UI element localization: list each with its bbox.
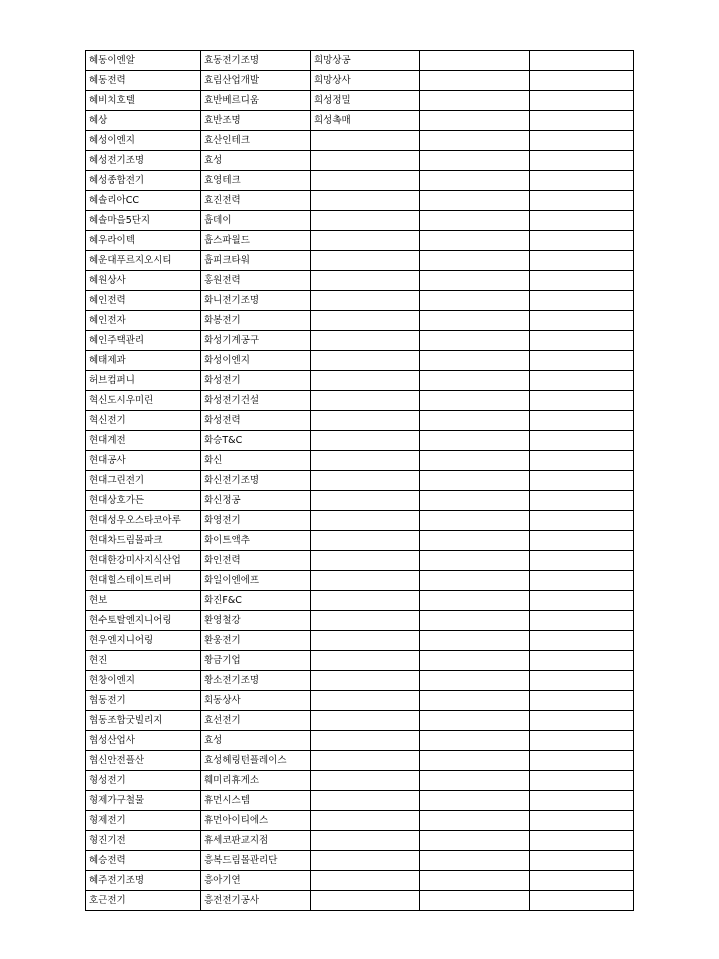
table-cell[interactable]: [530, 431, 634, 451]
table-cell[interactable]: [530, 331, 634, 351]
table-cell[interactable]: [420, 71, 530, 91]
table-cell[interactable]: [311, 231, 420, 251]
table-cell[interactable]: [311, 571, 420, 591]
table-cell[interactable]: 현대계전: [86, 431, 201, 451]
table-cell[interactable]: [530, 71, 634, 91]
table-cell[interactable]: 혜인전력: [86, 291, 201, 311]
table-cell[interactable]: [311, 551, 420, 571]
table-cell[interactable]: 현수토탈엔지니어링: [86, 611, 201, 631]
table-cell[interactable]: 현대그린전기: [86, 471, 201, 491]
table-cell[interactable]: [420, 831, 530, 851]
table-cell[interactable]: [530, 891, 634, 911]
table-cell[interactable]: [311, 591, 420, 611]
table-cell[interactable]: [311, 131, 420, 151]
table-cell[interactable]: 화성기계공구: [201, 331, 311, 351]
table-cell[interactable]: [311, 791, 420, 811]
table-cell[interactable]: [420, 711, 530, 731]
table-row: [86, 191, 634, 211]
table-cell[interactable]: [420, 851, 530, 871]
table-row: [86, 171, 634, 191]
table-row: [86, 511, 634, 531]
table-cell[interactable]: [311, 891, 420, 911]
table-row: [86, 211, 634, 231]
table-row: [86, 151, 634, 171]
table-cell[interactable]: [420, 331, 530, 351]
table-row: [86, 491, 634, 511]
table-cell[interactable]: [420, 451, 530, 471]
table-cell[interactable]: 희성정밀: [311, 91, 420, 111]
table-cell[interactable]: 현우엔지니어링: [86, 631, 201, 651]
table-cell[interactable]: 형진기전: [86, 831, 201, 851]
table-cell[interactable]: 효성: [201, 731, 311, 751]
table-cell[interactable]: 형제가구철물: [86, 791, 201, 811]
table-cell[interactable]: 훕피크타워: [201, 251, 311, 271]
table-cell[interactable]: [530, 791, 634, 811]
table-cell[interactable]: [530, 391, 634, 411]
table-cell[interactable]: [420, 691, 530, 711]
table-cell[interactable]: 휴먼시스템: [201, 791, 311, 811]
table-cell[interactable]: [530, 111, 634, 131]
table-cell[interactable]: 화신: [201, 451, 311, 471]
table-cell[interactable]: 현대한강미사지식산업: [86, 551, 201, 571]
table-cell[interactable]: 혜동이엔알: [86, 51, 201, 71]
table-cell[interactable]: 혜성전기조명: [86, 151, 201, 171]
table-cell[interactable]: [311, 451, 420, 471]
table-cell[interactable]: [311, 511, 420, 531]
table-row: [86, 331, 634, 351]
table-cell[interactable]: [530, 851, 634, 871]
table-cell[interactable]: [311, 631, 420, 651]
table-row: [86, 111, 634, 131]
table-row: [86, 711, 634, 731]
table-row: [86, 811, 634, 831]
table-cell[interactable]: [530, 871, 634, 891]
table-cell[interactable]: [420, 591, 530, 611]
table-cell[interactable]: [530, 731, 634, 751]
table-row: [86, 751, 634, 771]
table-cell[interactable]: [530, 651, 634, 671]
table-row: [86, 591, 634, 611]
table-row: [86, 411, 634, 431]
table-cell[interactable]: 호근전기: [86, 891, 201, 911]
table-cell[interactable]: [530, 771, 634, 791]
table-cell[interactable]: [311, 271, 420, 291]
table-row: [86, 91, 634, 111]
table-cell[interactable]: [530, 351, 634, 371]
table-cell[interactable]: [420, 571, 530, 591]
table-row: [86, 731, 634, 751]
table-cell[interactable]: [530, 411, 634, 431]
table-cell[interactable]: 화신전기조명: [201, 471, 311, 491]
table-row: [86, 531, 634, 551]
table-cell[interactable]: [311, 831, 420, 851]
table-row: [86, 831, 634, 851]
table-cell[interactable]: 화성전기건설: [201, 391, 311, 411]
table-cell[interactable]: [311, 691, 420, 711]
table-cell[interactable]: [311, 411, 420, 431]
table-cell[interactable]: [420, 231, 530, 251]
table-cell[interactable]: [530, 151, 634, 171]
table-cell[interactable]: 혜인주택관리: [86, 331, 201, 351]
table-cell[interactable]: 흥전전기공사: [201, 891, 311, 911]
table-cell[interactable]: [420, 111, 530, 131]
table-cell[interactable]: [530, 591, 634, 611]
table-cell[interactable]: [420, 751, 530, 771]
table-cell[interactable]: 혜솔리아CC: [86, 191, 201, 211]
table-row: [86, 51, 634, 71]
table-cell[interactable]: 혜원상사: [86, 271, 201, 291]
table-cell[interactable]: 현창이엔지: [86, 671, 201, 691]
table-cell[interactable]: [530, 491, 634, 511]
table-row: [86, 611, 634, 631]
table-cell[interactable]: [311, 391, 420, 411]
table-cell[interactable]: 혜솔마을5단지: [86, 211, 201, 231]
table-cell[interactable]: [530, 311, 634, 331]
table-cell[interactable]: [311, 191, 420, 211]
table-cell[interactable]: 화신정공: [201, 491, 311, 511]
table-cell[interactable]: 홍원전력: [201, 271, 311, 291]
table-cell[interactable]: 현대공사: [86, 451, 201, 471]
table-cell[interactable]: [530, 251, 634, 271]
table-cell[interactable]: [530, 571, 634, 591]
table-cell[interactable]: [311, 251, 420, 271]
table-cell[interactable]: 화인전력: [201, 551, 311, 571]
table-cell[interactable]: [311, 171, 420, 191]
table-cell[interactable]: 협동전기: [86, 691, 201, 711]
table-row: [86, 551, 634, 571]
table-cell[interactable]: [311, 351, 420, 371]
table-cell[interactable]: 황소전기조명: [201, 671, 311, 691]
table-row: [86, 311, 634, 331]
table-cell[interactable]: 혜승전력: [86, 851, 201, 871]
table-cell[interactable]: 효영테크: [201, 171, 311, 191]
table-cell[interactable]: [420, 131, 530, 151]
table-cell[interactable]: 협신안전플산: [86, 751, 201, 771]
table-cell[interactable]: 휴먼아이티에스: [201, 811, 311, 831]
table-cell[interactable]: 효선전기: [201, 711, 311, 731]
table-row: [86, 351, 634, 371]
table-cell[interactable]: [420, 871, 530, 891]
table-cell[interactable]: [311, 531, 420, 551]
table-cell[interactable]: [420, 91, 530, 111]
table-cell[interactable]: [420, 531, 530, 551]
table-row: [86, 571, 634, 591]
table-cell[interactable]: [420, 311, 530, 331]
table-cell[interactable]: [420, 471, 530, 491]
table-cell[interactable]: 희성촉매: [311, 111, 420, 131]
table-cell[interactable]: 희망상사: [311, 71, 420, 91]
table-cell[interactable]: [420, 631, 530, 651]
table-cell[interactable]: 혜우라이텍: [86, 231, 201, 251]
table-cell[interactable]: 효진전력: [201, 191, 311, 211]
table-cell[interactable]: 형성전기: [86, 771, 201, 791]
table-cell[interactable]: [311, 771, 420, 791]
table-cell[interactable]: [530, 51, 634, 71]
spreadsheet-table: [85, 50, 634, 911]
table-cell[interactable]: 현대차드림몰파크: [86, 531, 201, 551]
table-cell[interactable]: [420, 211, 530, 231]
table-cell[interactable]: [311, 311, 420, 331]
table-cell[interactable]: 혜성종합전기: [86, 171, 201, 191]
table-cell[interactable]: 현대상호가든: [86, 491, 201, 511]
table-cell[interactable]: 협동조합굿빌리지: [86, 711, 201, 731]
table-cell[interactable]: [311, 331, 420, 351]
table-cell[interactable]: [311, 371, 420, 391]
table-cell[interactable]: [530, 831, 634, 851]
table-cell[interactable]: 혜태제과: [86, 351, 201, 371]
table-cell[interactable]: [311, 871, 420, 891]
table-row: [86, 231, 634, 251]
table-cell[interactable]: 흥복드림몰관리단: [201, 851, 311, 871]
table-cell[interactable]: [530, 451, 634, 471]
table-row: [86, 451, 634, 471]
table-row: [86, 871, 634, 891]
table-cell[interactable]: [530, 91, 634, 111]
table-cell[interactable]: 현대성우오스타코아루: [86, 511, 201, 531]
table-cell[interactable]: [311, 291, 420, 311]
table-cell[interactable]: 훕데이: [201, 211, 311, 231]
table-row: [86, 271, 634, 291]
spreadsheet-body: [86, 51, 634, 911]
table-cell[interactable]: [530, 291, 634, 311]
table-cell[interactable]: [530, 271, 634, 291]
table-cell[interactable]: [530, 531, 634, 551]
table-cell[interactable]: 효산인테크: [201, 131, 311, 151]
table-row: [86, 891, 634, 911]
table-row: [86, 431, 634, 451]
table-cell[interactable]: 화진F&C: [201, 591, 311, 611]
table-cell[interactable]: 환영철강: [201, 611, 311, 631]
table-cell[interactable]: [420, 731, 530, 751]
table-cell[interactable]: 현보: [86, 591, 201, 611]
table-cell[interactable]: 혜상: [86, 111, 201, 131]
table-cell[interactable]: [420, 51, 530, 71]
table-cell[interactable]: 효성: [201, 151, 311, 171]
table-cell[interactable]: [420, 351, 530, 371]
table-cell[interactable]: [530, 691, 634, 711]
table-cell[interactable]: 환웅전기: [201, 631, 311, 651]
table-cell[interactable]: [530, 551, 634, 571]
table-row: [86, 791, 634, 811]
table-cell[interactable]: 회동상사: [201, 691, 311, 711]
table-cell[interactable]: [420, 551, 530, 571]
table-cell[interactable]: [420, 251, 530, 271]
table-cell[interactable]: [530, 171, 634, 191]
table-cell[interactable]: 화성전력: [201, 411, 311, 431]
table-cell[interactable]: [530, 371, 634, 391]
table-cell[interactable]: [420, 791, 530, 811]
table-row: [86, 651, 634, 671]
table-cell[interactable]: [420, 411, 530, 431]
table-cell[interactable]: 훕스파월드: [201, 231, 311, 251]
table-cell[interactable]: [311, 751, 420, 771]
table-cell[interactable]: 흥아기연: [201, 871, 311, 891]
table-cell[interactable]: [420, 671, 530, 691]
table-cell[interactable]: [311, 651, 420, 671]
table-cell[interactable]: [420, 171, 530, 191]
table-row: [86, 771, 634, 791]
table-cell[interactable]: [530, 471, 634, 491]
table-cell[interactable]: 효동전기조명: [201, 51, 311, 71]
table-cell[interactable]: 희망상공: [311, 51, 420, 71]
table-cell[interactable]: [420, 291, 530, 311]
table-cell[interactable]: 효반베르디움: [201, 91, 311, 111]
table-cell[interactable]: [311, 671, 420, 691]
table-cell[interactable]: [311, 211, 420, 231]
table-row: [86, 291, 634, 311]
table-cell[interactable]: 혜주전기조명: [86, 871, 201, 891]
table-cell[interactable]: 협성산업사: [86, 731, 201, 751]
table-cell[interactable]: [311, 431, 420, 451]
table-row: [86, 371, 634, 391]
table-cell[interactable]: 혜운대푸르지오시티: [86, 251, 201, 271]
table-cell[interactable]: [311, 851, 420, 871]
table-cell[interactable]: [311, 471, 420, 491]
table-cell[interactable]: 화성전기: [201, 371, 311, 391]
table-cell[interactable]: [420, 151, 530, 171]
table-cell[interactable]: [311, 151, 420, 171]
table-row: [86, 631, 634, 651]
table-cell[interactable]: [420, 651, 530, 671]
table-cell[interactable]: 훼미리휴게소: [201, 771, 311, 791]
table-row: [86, 251, 634, 271]
table-cell[interactable]: 황금기업: [201, 651, 311, 671]
table-cell[interactable]: 현진: [86, 651, 201, 671]
table-cell[interactable]: [420, 611, 530, 631]
table-cell[interactable]: [530, 711, 634, 731]
table-cell[interactable]: [420, 771, 530, 791]
table-cell[interactable]: 화일이엔에프: [201, 571, 311, 591]
table-cell[interactable]: [530, 191, 634, 211]
table-cell[interactable]: [420, 811, 530, 831]
table-cell[interactable]: [420, 271, 530, 291]
table-cell[interactable]: [530, 751, 634, 771]
table-cell[interactable]: 혜인전자: [86, 311, 201, 331]
table-row: [86, 691, 634, 711]
table-cell[interactable]: [530, 631, 634, 651]
table-cell[interactable]: [311, 491, 420, 511]
table-cell[interactable]: 현대힐스테이트리버: [86, 571, 201, 591]
table-cell[interactable]: [311, 811, 420, 831]
table-row: [86, 471, 634, 491]
table-cell[interactable]: [530, 511, 634, 531]
table-cell[interactable]: 혜성이엔지: [86, 131, 201, 151]
table-cell[interactable]: 화이트액추: [201, 531, 311, 551]
table-cell[interactable]: [420, 431, 530, 451]
table-cell[interactable]: 혁신도시우미린: [86, 391, 201, 411]
table-cell[interactable]: [420, 391, 530, 411]
table-row: [86, 671, 634, 691]
table-cell[interactable]: [420, 511, 530, 531]
table-cell[interactable]: [311, 611, 420, 631]
table-cell[interactable]: 화봉전기: [201, 311, 311, 331]
table-cell[interactable]: [420, 371, 530, 391]
table-cell[interactable]: [420, 891, 530, 911]
table-cell[interactable]: 효성헤링턴플레이스: [201, 751, 311, 771]
table-cell[interactable]: [311, 711, 420, 731]
table-cell[interactable]: 효림산업개발: [201, 71, 311, 91]
table-cell[interactable]: [530, 211, 634, 231]
table-cell[interactable]: 형제전기: [86, 811, 201, 831]
table-cell[interactable]: [530, 131, 634, 151]
table-cell[interactable]: 휴세코판교지점: [201, 831, 311, 851]
table-cell[interactable]: 화영전기: [201, 511, 311, 531]
table-cell[interactable]: [530, 811, 634, 831]
table-cell[interactable]: [530, 231, 634, 251]
table-row: [86, 391, 634, 411]
table-cell[interactable]: [530, 671, 634, 691]
table-cell[interactable]: 화성이엔지: [201, 351, 311, 371]
table-cell[interactable]: 혁신전기: [86, 411, 201, 431]
table-cell[interactable]: 화승T&C: [201, 431, 311, 451]
table-row: [86, 851, 634, 871]
table-cell[interactable]: [530, 611, 634, 631]
table-row: [86, 131, 634, 151]
table-cell[interactable]: 혜동전력: [86, 71, 201, 91]
table-cell[interactable]: [420, 191, 530, 211]
table-cell[interactable]: 화니전기조명: [201, 291, 311, 311]
table-cell[interactable]: [420, 491, 530, 511]
table-cell[interactable]: 혜비치호텔: [86, 91, 201, 111]
table-cell[interactable]: [311, 731, 420, 751]
table-cell[interactable]: 허브컴퍼니: [86, 371, 201, 391]
table-cell[interactable]: 효반조명: [201, 111, 311, 131]
table-row: [86, 71, 634, 91]
